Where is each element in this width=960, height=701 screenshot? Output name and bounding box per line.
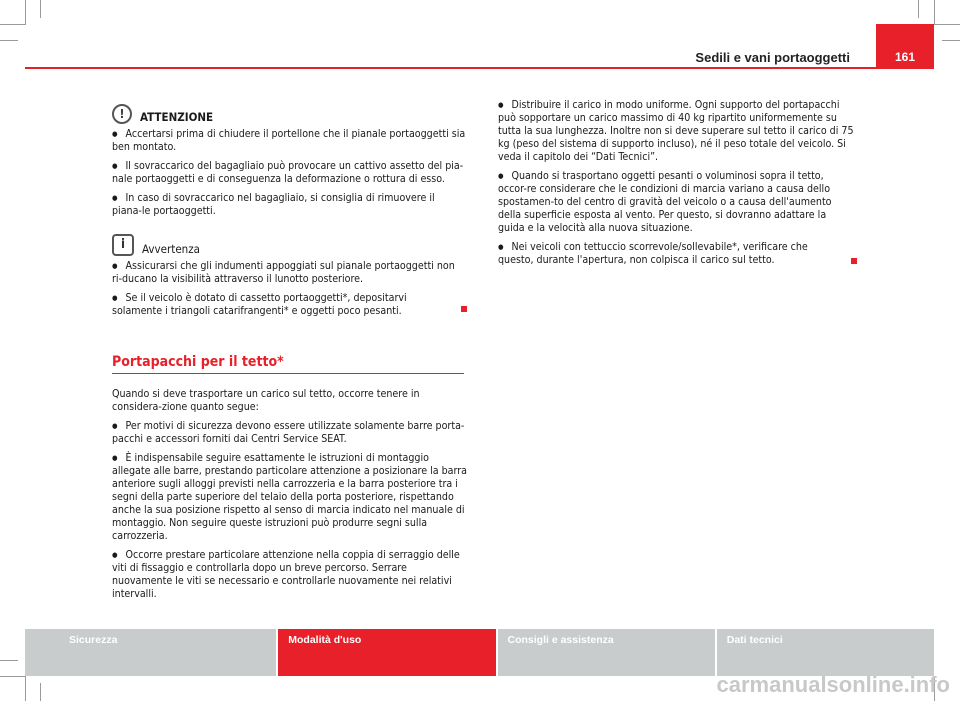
- section-title: Portapacchi per il tetto*: [112, 354, 284, 370]
- tab-modalita-duso[interactable]: Modalità d'uso: [278, 629, 495, 676]
- note-box: [112, 234, 467, 324]
- running-header: Sedili e vani portaoggetti: [695, 50, 850, 65]
- crop-mark: [0, 676, 25, 677]
- crop-mark: [918, 0, 919, 18]
- crop-mark: [0, 24, 25, 25]
- page-number: 161: [894, 50, 916, 64]
- note-bullet: ● Se il veicolo è dotato di cassetto portaoggetti*, depositarvi solamente i triangoli catarifrangenti* e oggetti poco pesanti.: [112, 292, 450, 318]
- header-rule: [25, 67, 934, 69]
- tab-dati-tecnici[interactable]: Dati tecnici: [717, 629, 934, 676]
- info-icon: [112, 234, 134, 256]
- left-column: [112, 104, 467, 607]
- crop-mark: [934, 0, 935, 25]
- note-header: [112, 234, 467, 256]
- section-rule: [112, 373, 464, 374]
- end-marker-icon: [461, 306, 467, 312]
- crop-mark: [935, 24, 960, 25]
- tab-consigli-assistenza[interactable]: Consigli e assistenza: [498, 629, 715, 676]
- chapter-nav: [25, 629, 934, 676]
- crop-mark: [40, 0, 41, 18]
- tab-sicurezza[interactable]: Sicurezza: [25, 629, 276, 676]
- attention-title: ATTENZIONE: [140, 110, 214, 124]
- note-bullet: ● Assicurarsi che gli indumenti appoggiati sul pianale portaoggetti non ri-ducano la visibilità attraverso il lunotto posteriore.: [112, 260, 467, 286]
- crop-mark: [25, 0, 26, 25]
- crop-mark: [40, 683, 41, 701]
- note-last-row: [112, 292, 467, 324]
- attention-bullet: ● In caso di sovraccarico nel bagagliaio, si consiglia di rimuovere il piana-le portaoggetti.: [112, 192, 467, 218]
- roof-rack-section: [112, 356, 467, 601]
- crop-mark: [0, 40, 18, 41]
- attention-header: [112, 104, 467, 124]
- right-bullet: ● Nei veicoli con tettuccio scorrevole/sollevabile*, verificare che questo, durante l'apertura, non colpisca il carico sul tetto.: [498, 241, 838, 267]
- right-column: [498, 99, 854, 273]
- page-number-box: [876, 24, 934, 68]
- note-title: Avvertenza: [142, 242, 201, 256]
- right-bullet: ● Distribuire il carico in modo uniforme. Ogni supporto del portapacchi può sopportare un carico massimo di 40 kg ripartito uniformemente su tutta la sua lunghezza. Inoltre non si deve superare sul tetto il carico di 75 kg (peso del sistema di supporto incluso), né il peso totale del veicolo. Si veda il capitolo dei “Dati Tecnici”.: [498, 99, 854, 164]
- attention-box: [112, 104, 467, 218]
- warning-icon: [112, 104, 132, 124]
- section-bullet: ● Per motivi di sicurezza devono essere utilizzate solamente barre porta-pacchi e accessori forniti dai Centri Service SEAT.: [112, 420, 467, 446]
- watermark: carmanualsonline.info: [716, 672, 950, 697]
- right-bullet: ● Quando si trasportano oggetti pesanti o voluminosi sopra il tetto, occor-re considerare che le condizioni di marcia variano a causa dello spostamen-to del centro di gravità del veicolo o a causa dell'aumento della superficie esposta al vento. Per questo, si dovranno adattare la guida e la velocità alla nuova situazione.: [498, 170, 854, 235]
- end-marker-icon: [851, 258, 857, 264]
- crop-mark: [942, 40, 960, 41]
- section-bullet: ● È indispensabile seguire esattamente le istruzioni di montaggio allegate alle barre, prestando particolare attenzione a posizionare la barra anteriore sugli alloggi previsti nella carrozzeria e la barra posteriore tra i segni della parte superiore del telaio della porta posteriore, rispettando anche la sua posizione rispetto al senso di marcia indicato nel manuale di montaggio. Non seguire queste istruzioni può produrre segni sulla carrozzeria.: [112, 452, 467, 543]
- section-bullet: ● Occorre prestare particolare attenzione nella coppia di serraggio delle viti di fissaggio e controllarla dopo un breve percorso. Serrare nuovamente le viti se necessario e controllarle nuovamente nei relativi intervalli.: [112, 549, 467, 601]
- crop-mark: [25, 676, 26, 701]
- section-intro: Quando si deve trasportare un carico sul tetto, occorre tenere in considera-zione quanto segue:: [112, 388, 420, 413]
- attention-bullet: ● Accertarsi prima di chiudere il portellone che il pianale portaoggetti sia ben montato.: [112, 128, 467, 154]
- attention-bullet: ● Il sovraccarico del bagagliaio può provocare un cattivo assetto del pia-nale portaoggetti e di conseguenza la deformazione o rottura di esso.: [112, 160, 467, 186]
- crop-mark: [0, 660, 18, 661]
